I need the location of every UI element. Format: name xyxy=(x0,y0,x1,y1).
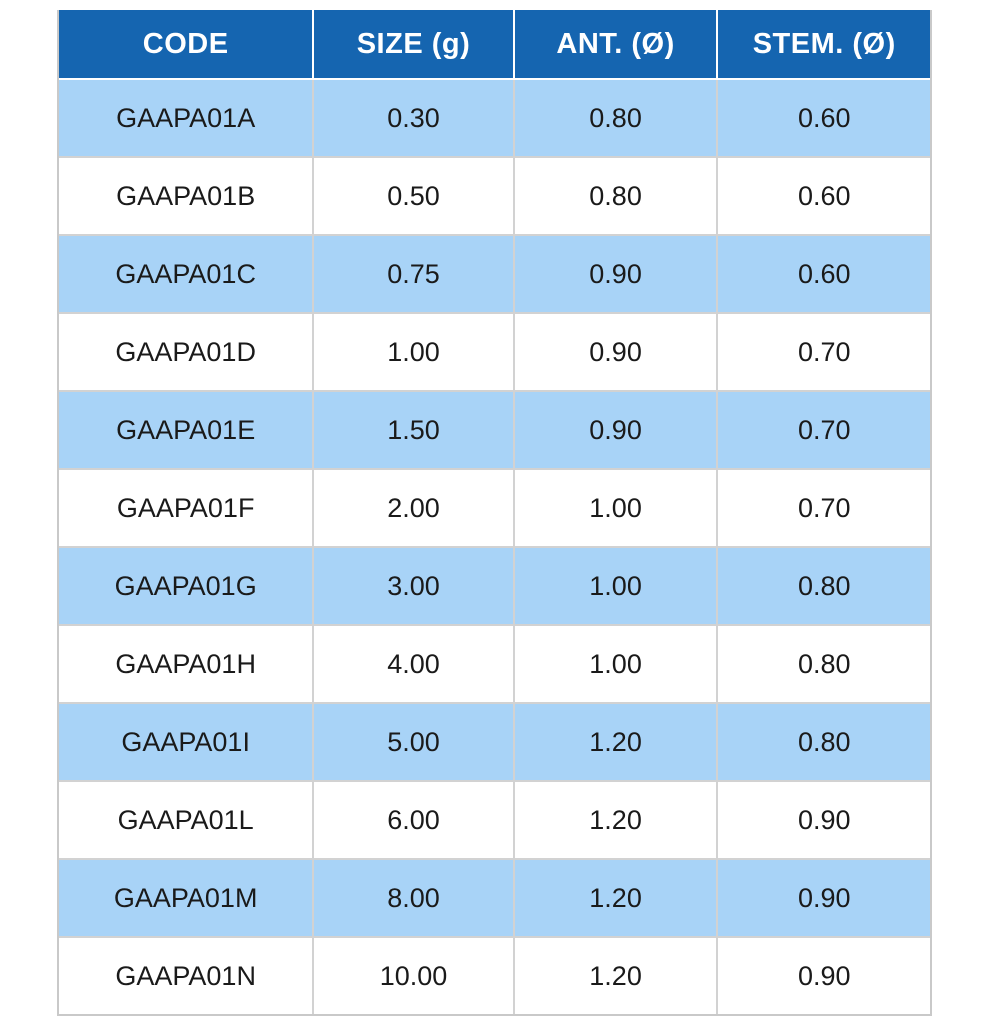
table-row xyxy=(59,625,930,703)
cell-code: GAAPA01A xyxy=(59,79,313,157)
cell-code: GAAPA01H xyxy=(59,625,313,703)
cell-code: GAAPA01B xyxy=(59,157,313,235)
table-row xyxy=(59,313,930,391)
column-header-code: CODE xyxy=(59,10,313,79)
table-row xyxy=(59,703,930,781)
cell-size: 10.00 xyxy=(313,937,513,1014)
cell-size: 8.00 xyxy=(313,859,513,937)
cell-size: 0.75 xyxy=(313,235,513,313)
cell-stem: 0.90 xyxy=(717,937,930,1014)
cell-ant: 1.00 xyxy=(514,469,718,547)
cell-code: GAAPA01I xyxy=(59,703,313,781)
cell-ant: 1.00 xyxy=(514,547,718,625)
table-row xyxy=(59,391,930,469)
cell-size: 1.00 xyxy=(313,313,513,391)
specification-table xyxy=(59,10,930,1014)
cell-ant: 1.20 xyxy=(514,937,718,1014)
cell-code: GAAPA01D xyxy=(59,313,313,391)
cell-stem: 0.80 xyxy=(717,547,930,625)
table-row xyxy=(59,547,930,625)
cell-ant: 1.20 xyxy=(514,703,718,781)
table-body xyxy=(59,79,930,1014)
table-header xyxy=(59,10,930,79)
cell-code: GAAPA01G xyxy=(59,547,313,625)
table-header-row xyxy=(59,10,930,79)
cell-ant: 1.20 xyxy=(514,781,718,859)
specification-table-container xyxy=(57,10,932,1016)
cell-ant: 0.90 xyxy=(514,313,718,391)
cell-ant: 1.20 xyxy=(514,859,718,937)
cell-code: GAAPA01M xyxy=(59,859,313,937)
cell-stem: 0.60 xyxy=(717,79,930,157)
table-row xyxy=(59,157,930,235)
cell-size: 2.00 xyxy=(313,469,513,547)
table-row xyxy=(59,781,930,859)
cell-size: 0.30 xyxy=(313,79,513,157)
cell-stem: 0.80 xyxy=(717,703,930,781)
cell-size: 4.00 xyxy=(313,625,513,703)
cell-stem: 0.80 xyxy=(717,625,930,703)
column-header-ant: ANT. (Ø) xyxy=(514,10,718,79)
cell-code: GAAPA01E xyxy=(59,391,313,469)
cell-size: 3.00 xyxy=(313,547,513,625)
cell-ant: 0.80 xyxy=(514,79,718,157)
cell-code: GAAPA01L xyxy=(59,781,313,859)
cell-code: GAAPA01N xyxy=(59,937,313,1014)
column-header-size: SIZE (g) xyxy=(313,10,513,79)
cell-stem: 0.60 xyxy=(717,235,930,313)
cell-stem: 0.70 xyxy=(717,469,930,547)
cell-size: 1.50 xyxy=(313,391,513,469)
cell-stem: 0.90 xyxy=(717,781,930,859)
column-header-stem: STEM. (Ø) xyxy=(717,10,930,79)
cell-ant: 0.90 xyxy=(514,235,718,313)
cell-size: 5.00 xyxy=(313,703,513,781)
cell-stem: 0.90 xyxy=(717,859,930,937)
table-row xyxy=(59,235,930,313)
cell-code: GAAPA01C xyxy=(59,235,313,313)
cell-ant: 0.90 xyxy=(514,391,718,469)
cell-ant: 1.00 xyxy=(514,625,718,703)
cell-ant: 0.80 xyxy=(514,157,718,235)
cell-code: GAAPA01F xyxy=(59,469,313,547)
table-row xyxy=(59,937,930,1014)
table-row xyxy=(59,859,930,937)
table-row xyxy=(59,469,930,547)
cell-stem: 0.70 xyxy=(717,313,930,391)
cell-size: 0.50 xyxy=(313,157,513,235)
cell-stem: 0.70 xyxy=(717,391,930,469)
cell-stem: 0.60 xyxy=(717,157,930,235)
cell-size: 6.00 xyxy=(313,781,513,859)
table-row xyxy=(59,79,930,157)
